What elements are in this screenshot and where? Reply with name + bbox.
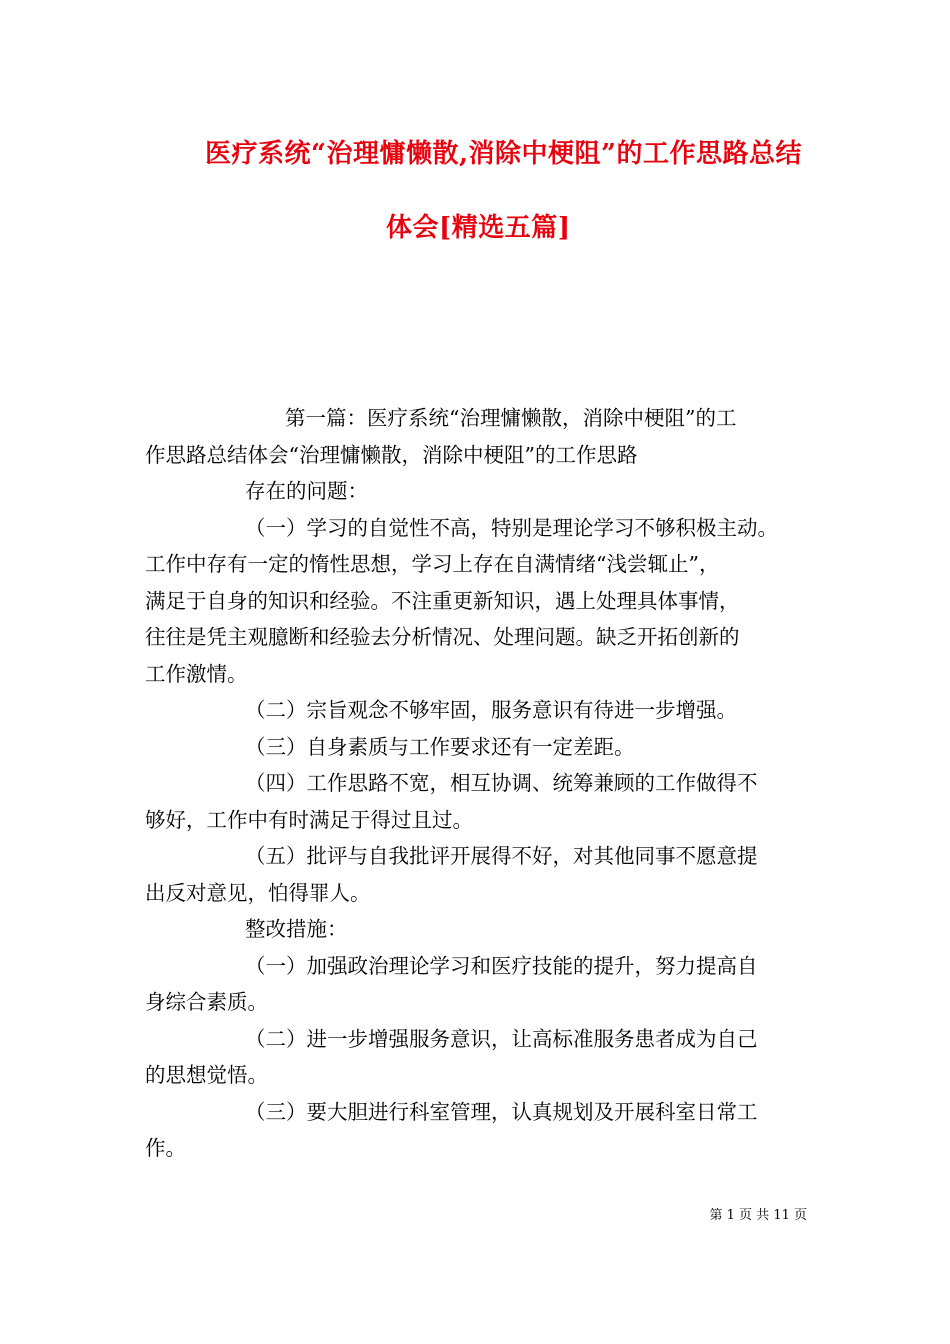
body-line: 工作中存有一定的惰性思想，学习上存在自满情绪“浅尝辄止”， xyxy=(145,552,720,576)
body-line: （三）自身素质与工作要求还有一定差距。 xyxy=(245,734,635,759)
body-line: （四）工作思路不宽，相互协调、统筹兼顾的工作做得不 xyxy=(245,771,758,795)
body-line: 往往是凭主观臆断和经验去分析情况、处理问题。缺乏开拓创新的 xyxy=(145,625,740,649)
body-line: （三）要大胆进行科室管理，认真规划及开展科室日常工 xyxy=(245,1099,758,1124)
body-line: （一）加强政治理论学习和医疗技能的提升，努力提高自 xyxy=(245,953,758,978)
body-line: 作思路总结体会“治理慵懒散，消除中梗阻”的工作思路 xyxy=(145,442,638,467)
body-line: （二）进一步增强服务意识，让高标准服务患者成为自己 xyxy=(245,1026,758,1051)
document-title-line-2: 体会[精选五篇] xyxy=(386,213,571,243)
document-title-line-1: 医疗系统“治理慵懒散,消除中梗阻”的工作思路总结 xyxy=(205,139,802,169)
body-line: 身综合素质。 xyxy=(145,990,268,1014)
body-line: （一）学习的自觉性不高，特别是理论学习不够积极主动。 xyxy=(245,515,778,540)
body-line: 第一篇：医疗系统“治理慵懒散，消除中梗阻”的工 xyxy=(285,406,737,430)
body-line: （二）宗旨观念不够牢固，服务意识有待进一步增强。 xyxy=(245,698,737,722)
body-line: 工作激情。 xyxy=(145,661,248,686)
document-body xyxy=(145,400,813,1167)
page-number: 第 1 页 共 11 页 xyxy=(709,1208,807,1223)
section-heading: 整改措施： xyxy=(245,917,348,941)
body-line: 作。 xyxy=(145,1136,186,1160)
body-line: 够好，工作中有时满足于得过且过。 xyxy=(145,807,473,832)
body-line: 出反对意见，怕得罪人。 xyxy=(145,880,371,905)
body-line: （五）批评与自我批评开展得不好，对其他同事不愿意提 xyxy=(245,844,758,868)
body-line: 的思想觉悟。 xyxy=(145,1063,268,1087)
body-line: 满足于自身的知识和经验。不注重更新知识，遇上处理具体事情， xyxy=(145,588,740,613)
section-heading: 存在的问题： xyxy=(245,479,368,503)
